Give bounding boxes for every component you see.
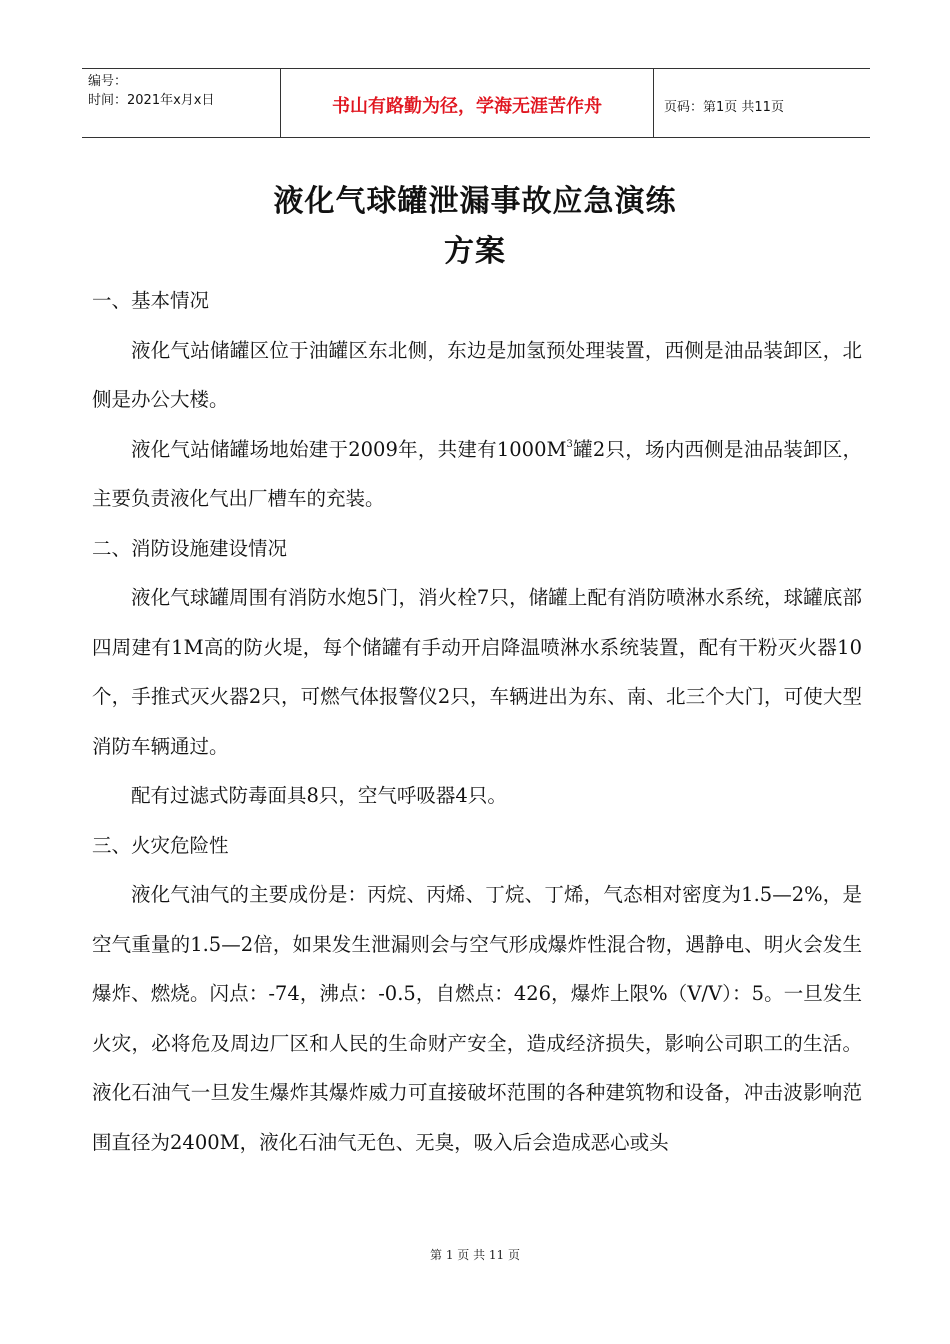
superscript: 3: [566, 438, 573, 450]
document-body: [92, 276, 862, 1167]
document-header: [82, 68, 870, 138]
time-label: 时间：2021年x月x日: [88, 93, 215, 108]
section-heading-fire-facilities: 二、消防设施建设情况: [92, 536, 288, 560]
section-heading-fire-hazard: 三、火灾危险性: [92, 833, 229, 857]
section-heading-basic: 一、基本情况: [92, 289, 210, 312]
document-title-line2: 方案: [444, 234, 506, 269]
paragraph: [92, 425, 862, 524]
paragraph-text: 液化气站储罐场地始建于2009年，共建有1000M: [131, 437, 567, 461]
paragraph: 液化气油气的主要成份是：丙烷、丙烯、丁烷、丁烯，气态相对密度为1.5—2%，是空气重量的1.5—2倍，如果发生泄漏则会与空气形成爆炸性混合物，遇静电、明火会发生爆炸、燃烧。闪点：-74，沸点：-0.5，自燃点：426，爆炸上限%（V/V）：5。一旦发生火灾，必将危及周边厂区和人民的生命财产安全，造成经济损失，影响公司职工的生活。液化石油气一旦发生爆炸其爆炸威力可直接破坏范围的各种建筑物和设备，冲击波影响范围直径为2400M，液化石油气无色、无臭，吸入后会造成恶心或头: [92, 883, 862, 1154]
document-title-line1: 液化气球罐泄漏事故应急演练: [273, 184, 677, 219]
header-motto: 书山有路勤为径，学海无涯苦作舟: [280, 69, 654, 137]
paragraph: 液化气球罐周围有消防水炮5门，消火栓7只，储罐上配有消防喷淋水系统，球罐底部四周建有1M高的防火堤，每个储罐有手动开启降温喷淋水系统装置，配有干粉灭火器10个，手推式灭火器2只，可燃气体报警仪2只，车辆进出为东、南、北三个大门，可使大型消防车辆通过。: [92, 586, 862, 758]
paragraph-text: 罐2只，场内西侧是油品装卸区，主要负责液化气出厂槽车的充装。: [92, 437, 862, 510]
number-label: 编号：: [88, 74, 128, 89]
paragraph: 配有过滤式防毒面具8只，空气呼吸器4只。: [131, 784, 507, 807]
header-page-info: 页码：第1页 共11页: [664, 99, 784, 115]
paragraph: 液化气站储罐区位于油罐区东北侧，东边是加氢预处理装置，西侧是油品装卸区，北侧是办公大楼。: [92, 338, 862, 411]
page-footer: 第 1 页 共 11 页: [430, 1248, 520, 1262]
header-meta: [82, 69, 280, 137]
